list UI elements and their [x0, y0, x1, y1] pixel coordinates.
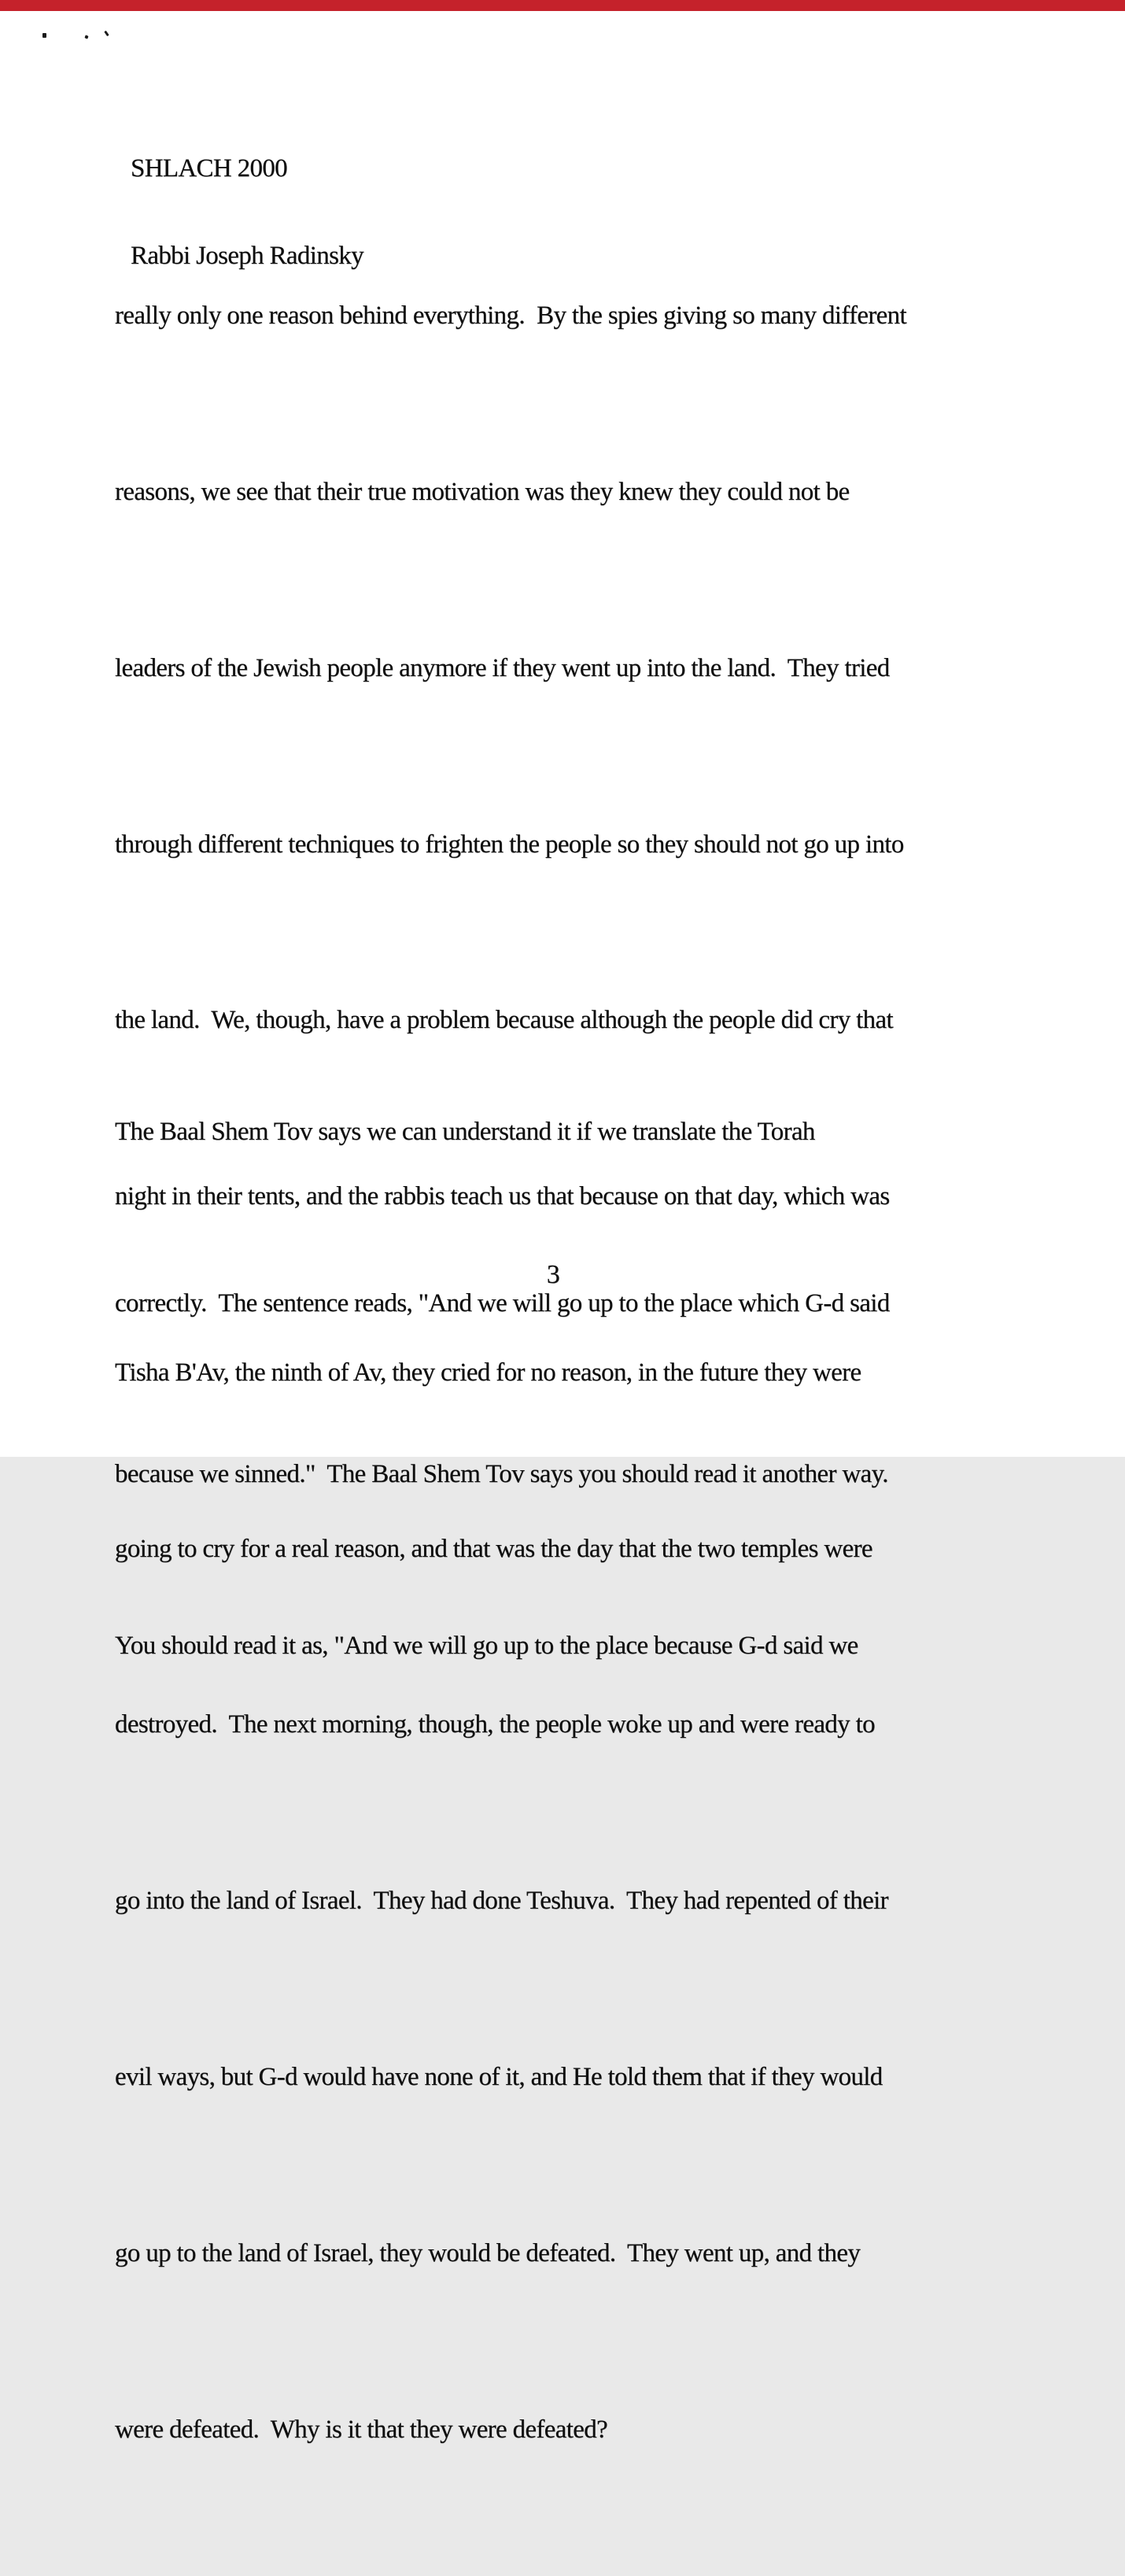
scan-speck — [84, 35, 88, 39]
text-line: reasons, we see that their true motivation was they knew they could not be — [115, 477, 850, 506]
text-line: The Baal Shem Tov says we can understand it if we translate the Torah — [115, 1118, 815, 1146]
scan-speck — [42, 33, 46, 38]
text-line: correctly. The sentence reads, "And we will go up to the place which G-d said — [115, 1288, 890, 1318]
text-line: You should read it as, "And we will go up to the place because G-d said we — [115, 1631, 858, 1660]
text-line: go up to the land of Israel, they would be defeated. They went up, and they — [115, 2238, 861, 2267]
text-line: go into the land of Israel. They had done Teshuva. They had repented of their — [115, 1887, 888, 1916]
text-line: through different techniques to frighten the people so they should not go up into — [115, 830, 904, 859]
paragraph-2 — [115, 989, 1035, 1788]
text-line: going to cry for a real reason, and that was the day that the two temples were — [115, 1534, 872, 1563]
text-line: destroyed. The next morning, though, the people woke up and were ready to — [115, 1710, 875, 1739]
text-line: because we sinned." The Baal Shem Tov says you should read it another way. — [115, 1460, 888, 1488]
document-title: SHLACH 2000 — [131, 154, 288, 183]
text-line: really only one reason behind everything. By the spies giving so many different — [115, 301, 907, 331]
text-line: evil ways, but G-d would have none of it, and He told them that if they would — [115, 2063, 883, 2091]
document-author: Rabbi Joseph Radinsky — [131, 242, 363, 270]
scan-speck — [104, 31, 109, 36]
text-line: Tisha B'Av, the ninth of Av, they cried for no reason, in the future they were — [115, 1358, 861, 1387]
page-number: 3 — [546, 1260, 560, 1289]
page-footer — [0, 1258, 1125, 1292]
text-line: night in their tents, and the rabbis teach us that because on that day, which was — [115, 1182, 890, 1211]
scan-edge-artifact — [0, 0, 1125, 11]
text-line: were defeated. Why is it that they were defeated? — [115, 2415, 608, 2444]
text-line: leaders of the Jewish people anymore if they went up into the land. They tried — [115, 653, 890, 682]
text-line: the land. We, though, have a problem because although the people did cry that — [115, 1006, 894, 1035]
